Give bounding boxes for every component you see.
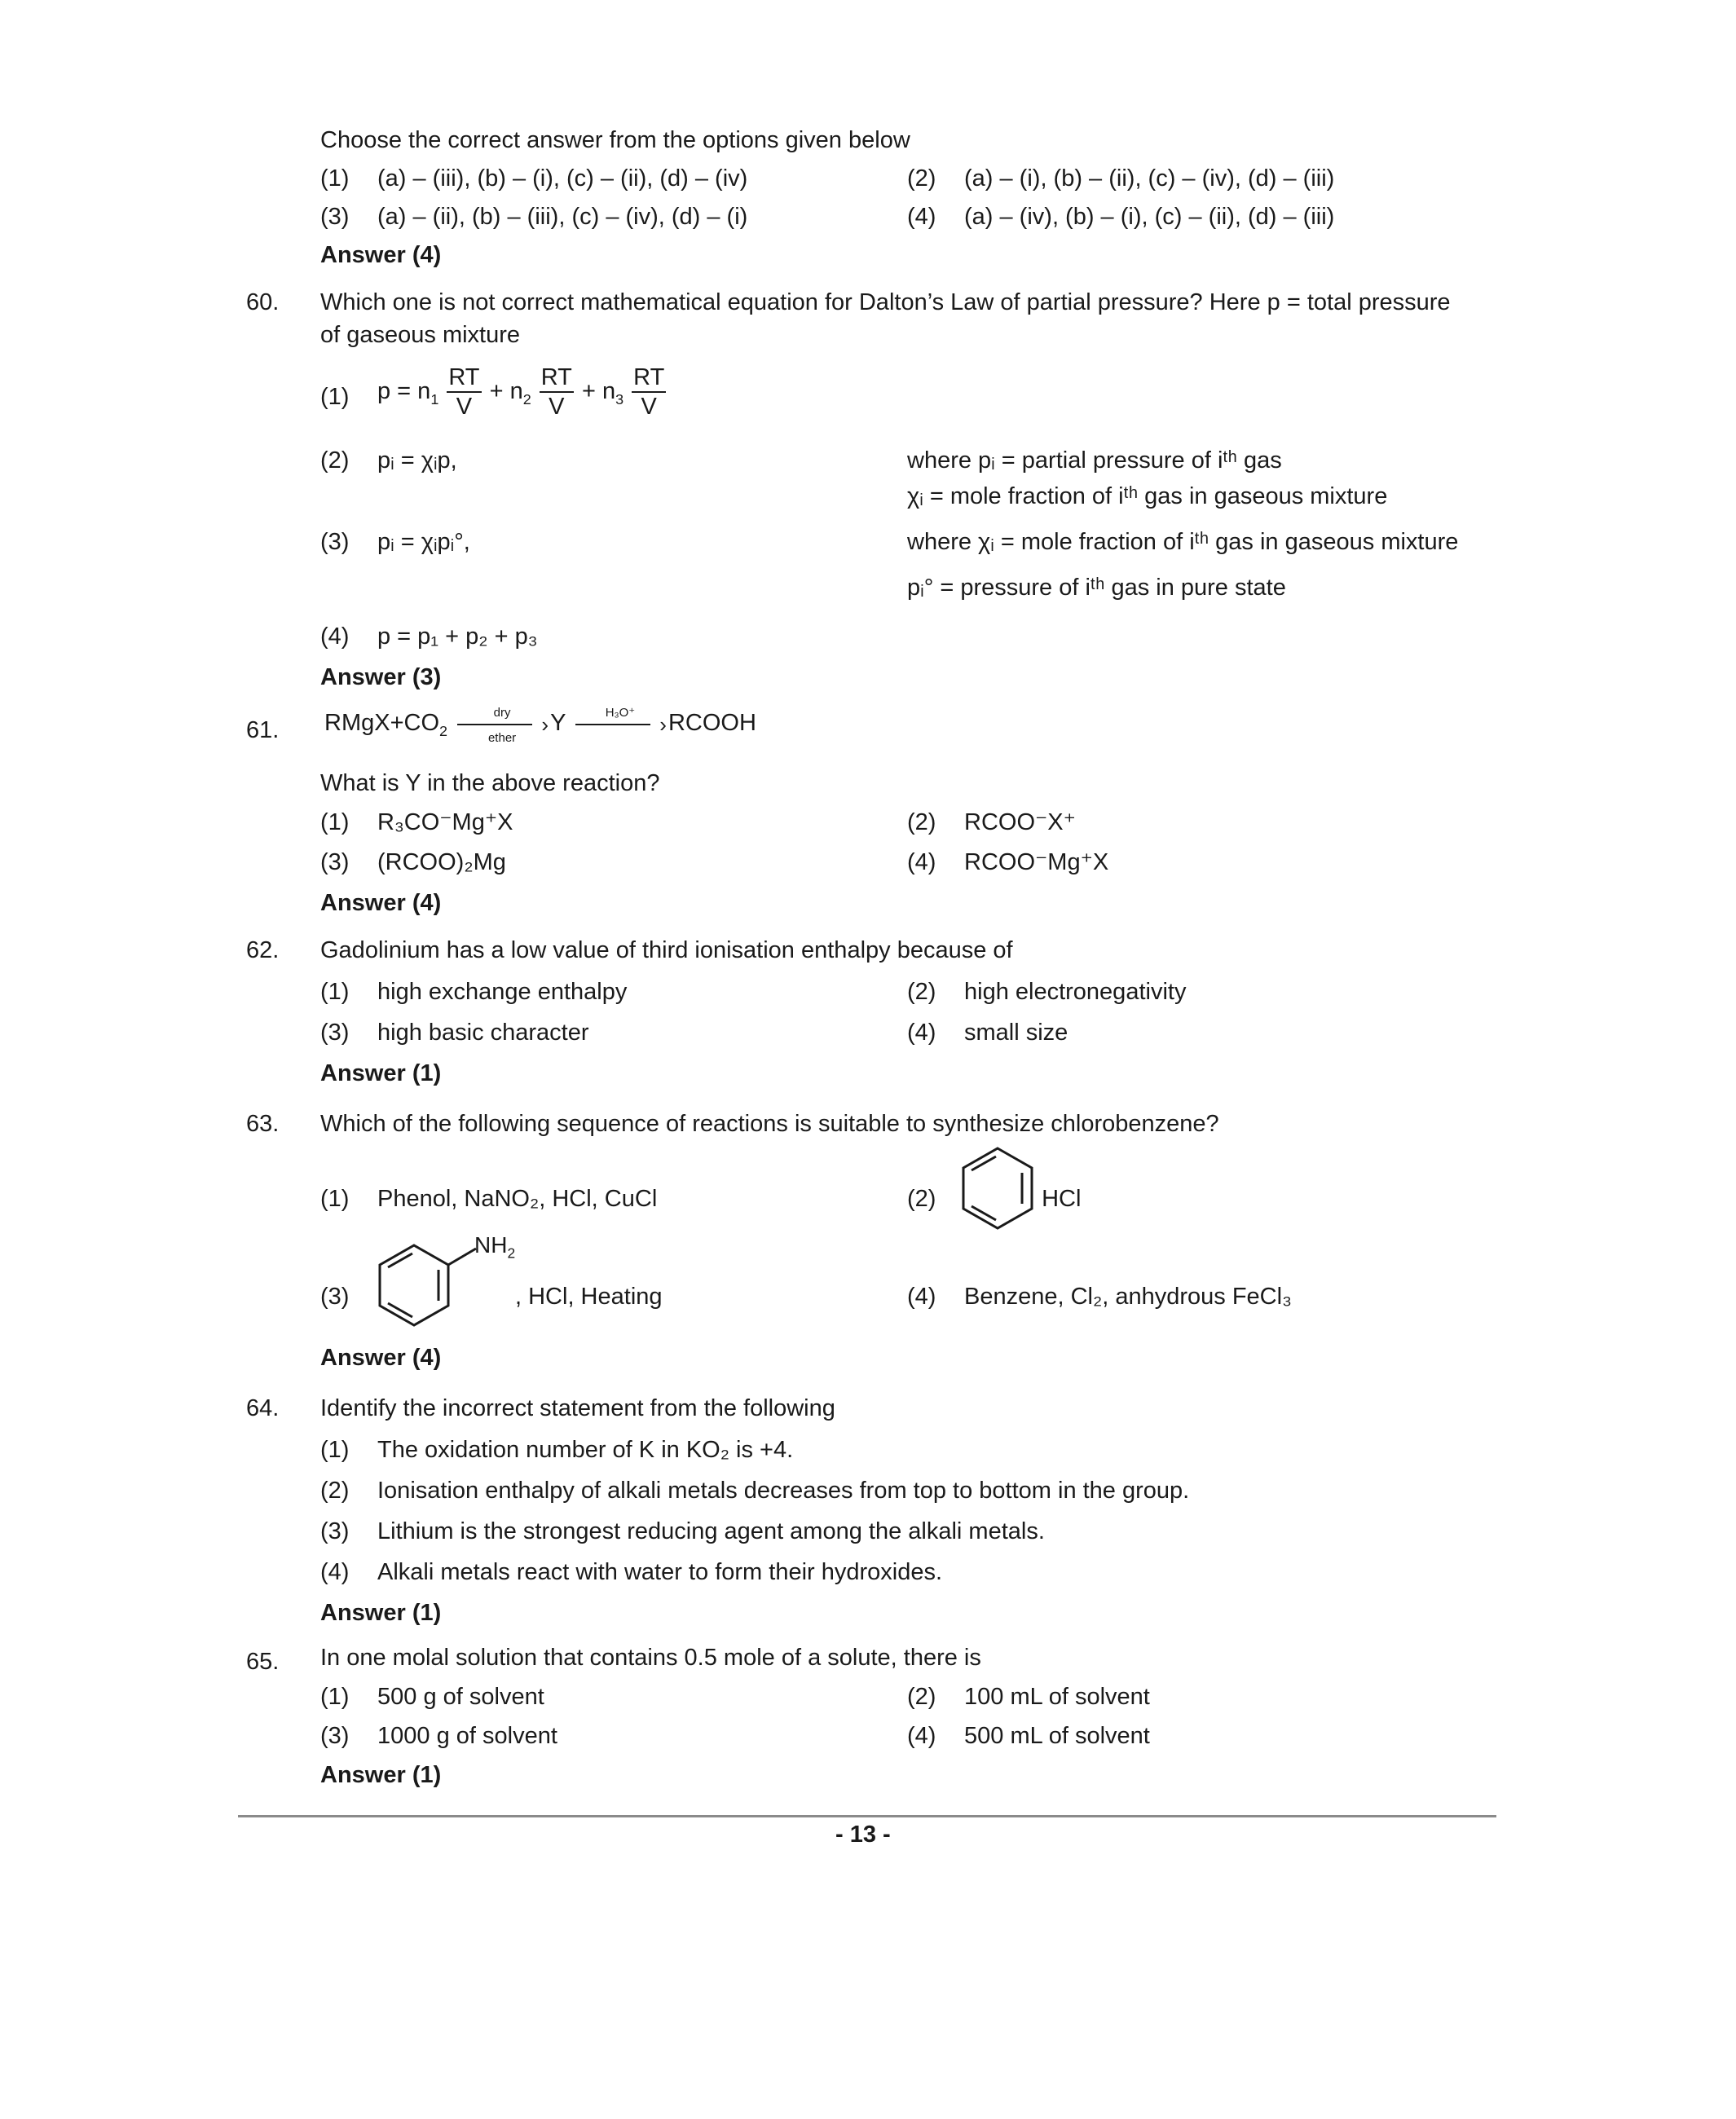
q64-opt2-text: Ionisation enthalpy of alkali metals decreases from top to bottom in the group. bbox=[377, 1478, 1190, 1504]
q60-opt4-num: (4) bbox=[320, 623, 350, 650]
q61-answer: Answer (4) bbox=[320, 890, 442, 916]
q61-opt3-text: (RCOO)₂Mg bbox=[377, 849, 506, 875]
q59-opt4-num: (4) bbox=[907, 204, 936, 230]
q61-opt1-num: (1) bbox=[320, 809, 350, 835]
q65-opt1-num: (1) bbox=[320, 1684, 350, 1710]
q59-answer: Answer (4) bbox=[320, 242, 442, 268]
q61-opt1-text: R₃CO⁻Mg⁺X bbox=[377, 809, 513, 835]
q62-opt2-text: high electronegativity bbox=[964, 979, 1187, 1005]
q65-number: 65. bbox=[246, 1649, 280, 1675]
q60-opt3-equation: pᵢ = χᵢpᵢ°, bbox=[377, 529, 470, 555]
q61-opt3-num: (3) bbox=[320, 849, 350, 875]
q65-answer: Answer (1) bbox=[320, 1762, 442, 1788]
q63-number: 63. bbox=[246, 1111, 280, 1137]
q65-text: In one molal solution that contains 0.5 mole of a solute, there is bbox=[320, 1645, 981, 1671]
q61-opt4-num: (4) bbox=[907, 849, 936, 875]
q65-opt4-text: 500 mL of solvent bbox=[964, 1723, 1150, 1749]
q63-opt3-nh2: $NH_2$ bbox=[474, 1232, 516, 1262]
q65-opt2-num: (2) bbox=[907, 1684, 936, 1710]
q59-opt2-num: (2) bbox=[907, 165, 936, 192]
q62-opt1-num: (1) bbox=[320, 979, 350, 1005]
q60-opt1-equation: $p = n_1$ $\frac{RT}{V}$ + $n_2$ $\frac{RT}{V}$ + $n_3$ $\frac{RT}{V}$ bbox=[377, 364, 665, 421]
q61-opt4-text: RCOO⁻Mg⁺X bbox=[964, 849, 1109, 875]
q60-opt2-note2: χᵢ = mole fraction of iᵗʰ gas in gaseous mixture bbox=[907, 483, 1388, 509]
q62-answer: Answer (1) bbox=[320, 1060, 442, 1086]
q61-opt2-text: RCOO⁻X⁺ bbox=[964, 809, 1076, 835]
q64-opt3-num: (3) bbox=[320, 1518, 350, 1544]
page-number: - 13 - bbox=[835, 1822, 891, 1848]
q62-opt4-text: small size bbox=[964, 1020, 1068, 1046]
q60-opt2-equation: pᵢ = χᵢp, bbox=[377, 447, 457, 474]
q60-answer: Answer (3) bbox=[320, 664, 442, 690]
q64-opt1-text: The oxidation number of K in KO₂ is +4. bbox=[377, 1437, 794, 1463]
q60-opt4-equation: p = p₁ + p₂ + p₃ bbox=[377, 623, 538, 650]
q61-reaction: $RMgX+CO_2$ dry › ether Y H₃O⁺ › RCOOH bbox=[324, 706, 756, 746]
q60-opt3-note2: pᵢ° = pressure of iᵗʰ gas in pure state bbox=[907, 575, 1286, 601]
q63-opt2-num: (2) bbox=[907, 1186, 936, 1212]
q63-opt1-num: (1) bbox=[320, 1186, 350, 1212]
q61-opt2-num: (2) bbox=[907, 809, 936, 835]
q63-text: Which of the following sequence of reactions is suitable to synthesize chlorobenzene? bbox=[320, 1111, 1219, 1137]
q62-opt2-num: (2) bbox=[907, 979, 936, 1005]
q63-opt1-text: Phenol, NaNO₂, HCl, CuCl bbox=[377, 1186, 658, 1212]
q59-opt2-text: (a) – (i), (b) – (ii), (c) – (iv), (d) – (iii) bbox=[964, 165, 1335, 192]
q65-opt4-num: (4) bbox=[907, 1723, 936, 1749]
q61-arrow1: dry › ether bbox=[454, 711, 550, 736]
q65-opt2-text: 100 mL of solvent bbox=[964, 1684, 1150, 1710]
q64-opt1-num: (1) bbox=[320, 1437, 350, 1463]
q60-number: 60. bbox=[246, 289, 280, 315]
q60-text-line1: Which one is not correct mathematical equation for Dalton’s Law of partial pressure? Here p = total pressure bbox=[320, 289, 1451, 315]
q64-opt4-text: Alkali metals react with water to form their hydroxides. bbox=[377, 1559, 943, 1585]
q62-number: 62. bbox=[246, 937, 280, 963]
q64-opt2-num: (2) bbox=[320, 1478, 350, 1504]
q63-opt2-text: , HCl bbox=[1029, 1186, 1082, 1212]
q59-opt3-num: (3) bbox=[320, 204, 350, 230]
q63-opt4-text: Benzene, Cl₂, anhydrous FeCl₃ bbox=[964, 1284, 1292, 1310]
q59-opt4-text: (a) – (iv), (b) – (i), (c) – (ii), (d) – (iii) bbox=[964, 204, 1335, 230]
q59-opt1-text: (a) – (iii), (b) – (i), (c) – (ii), (d) – (iv) bbox=[377, 165, 748, 192]
q60-opt3-num: (3) bbox=[320, 529, 350, 555]
q59-opt1-num: (1) bbox=[320, 165, 350, 192]
q65-opt3-text: 1000 g of solvent bbox=[377, 1723, 557, 1749]
q61-arrow2: H₃O⁺ › bbox=[572, 711, 668, 736]
q64-opt4-num: (4) bbox=[320, 1559, 350, 1585]
benzene-ring-icon bbox=[958, 1145, 1037, 1231]
footer-divider bbox=[238, 1815, 1496, 1817]
q63-opt3-num: (3) bbox=[320, 1284, 350, 1310]
q63-opt3-text: , HCl, Heating bbox=[515, 1284, 663, 1310]
q64-answer: Answer (1) bbox=[320, 1600, 442, 1626]
q60-opt1-num: (1) bbox=[320, 384, 350, 410]
q61-number: 61. bbox=[246, 717, 280, 743]
q60-opt2-num: (2) bbox=[320, 447, 350, 474]
q65-opt3-num: (3) bbox=[320, 1723, 350, 1749]
q63-answer: Answer (4) bbox=[320, 1345, 442, 1371]
q62-text: Gadolinium has a low value of third ionisation enthalpy because of bbox=[320, 937, 1013, 963]
q60-opt3-note1: where χᵢ = mole fraction of iᵗʰ gas in gaseous mixture bbox=[907, 529, 1459, 555]
q64-opt3-text: Lithium is the strongest reducing agent among the alkali metals. bbox=[377, 1518, 1045, 1544]
q64-text: Identify the incorrect statement from the following bbox=[320, 1395, 835, 1421]
q63-opt4-num: (4) bbox=[907, 1284, 936, 1310]
q62-opt3-num: (3) bbox=[320, 1020, 350, 1046]
q62-opt4-num: (4) bbox=[907, 1020, 936, 1046]
q59-instruction: Choose the correct answer from the options given below bbox=[320, 127, 910, 153]
q64-number: 64. bbox=[246, 1395, 280, 1421]
q60-text-line2: of gaseous mixture bbox=[320, 322, 521, 348]
q62-opt1-text: high exchange enthalpy bbox=[377, 979, 628, 1005]
q62-opt3-text: high basic character bbox=[377, 1020, 589, 1046]
q60-opt2-note1: where pᵢ = partial pressure of iᵗʰ gas bbox=[907, 447, 1282, 474]
q65-opt1-text: 500 g of solvent bbox=[377, 1684, 544, 1710]
q59-opt3-text: (a) – (ii), (b) – (iii), (c) – (iv), (d) – (i) bbox=[377, 204, 748, 230]
q61-question: What is Y in the above reaction? bbox=[320, 770, 660, 796]
